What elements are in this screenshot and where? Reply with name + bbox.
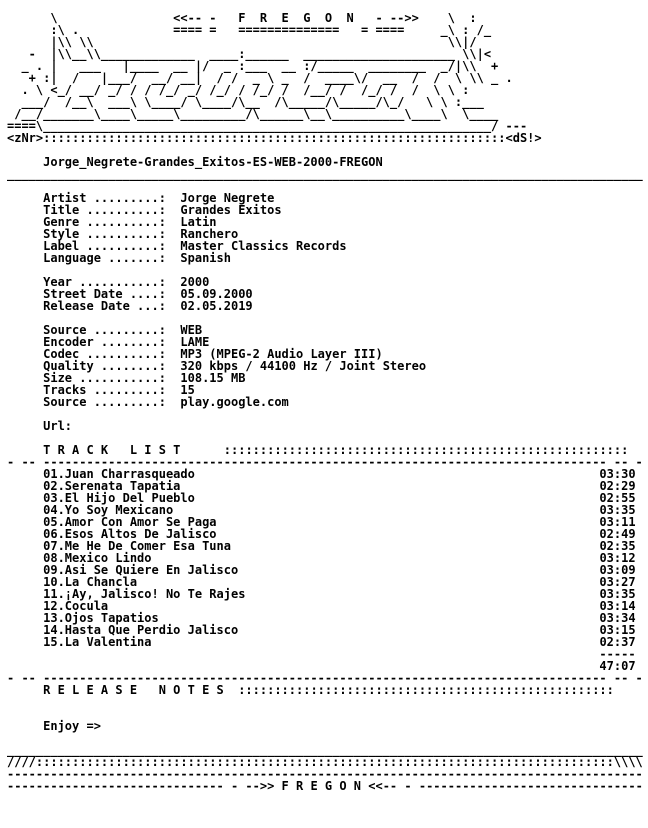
info-label: Street Date ....: (43, 287, 181, 301)
info-value: 15 (180, 383, 195, 397)
footer-line: ------------------------------ - -->> F R E G O N <<-- - ------------------------------- (7, 779, 643, 793)
info-value: Jorge Negrete (180, 191, 275, 205)
ascii-logo-line: \ <<-- - F R E G O N - -->> \ : (7, 11, 477, 25)
track-title: 03.El Hijo Del Pueblo (43, 491, 195, 505)
info-label: Codec ..........: (43, 347, 181, 361)
track-title: 09.Asi Se Quiere En Jalisco (43, 563, 239, 577)
info-label: Quality ........: (43, 359, 181, 373)
track-duration: 03:12 (599, 551, 636, 565)
track-duration: 03:15 (599, 623, 636, 637)
info-value: Master Classics Records (180, 239, 347, 253)
ascii-logo-line: . \ <_/ __/ _/ / / /_/ _/ /_/ / /_/ / /__/ / /_/ / / \ \ : (7, 83, 470, 97)
info-value: 05.09.2000 (180, 287, 253, 301)
info-label: Year ...........: (43, 275, 181, 289)
info-value: Latin (180, 215, 217, 229)
info-value: 320 kbps / 44100 Hz / Joint Stereo (180, 359, 427, 373)
track-title: 14.Hasta Que Perdio Jalisco (43, 623, 239, 637)
track-duration: 02:55 (599, 491, 636, 505)
track-title: 15.La Valentina (43, 635, 152, 649)
release-name: Jorge_Negrete-Grandes_Exitos-ES-WEB-2000-FREGON (43, 155, 383, 169)
track-title: 04.Yo Soy Mexicano (43, 503, 174, 517)
release-notes-text: Enjoy => (43, 719, 101, 733)
track-title: 02.Serenata Tapatia (43, 479, 181, 493)
ascii-logo-line (7, 132, 648, 144)
info-label: Tracks .........: (43, 383, 181, 397)
info-row (7, 252, 648, 264)
track-title: 13.Ojos Tapatios (43, 611, 159, 625)
info-row (7, 396, 648, 408)
info-label: Source .........: (43, 395, 181, 409)
info-value: Ranchero (180, 227, 239, 241)
info-value: LAME (180, 335, 210, 349)
ascii-logo-line: <zNr>::::::::::::::::::::::::::::::::::::::::::::::::::::::::::::::::<dS!> (7, 131, 542, 145)
info-label: Artist .........: (43, 191, 181, 205)
blank-line (7, 708, 648, 720)
info-value: 2000 (180, 275, 210, 289)
info-label: Style ..........: (43, 227, 181, 241)
track-duration: 03:34 (599, 611, 636, 625)
track-duration: 02:29 (599, 479, 636, 493)
release-notes-title: R E L E A S E N O T E S (43, 683, 224, 697)
section-header: R E L E A S E N O T E S :::::::::::::::::::::::::::::::::::::::::::::::::::: (43, 683, 614, 697)
info-label: Genre ..........: (43, 215, 181, 229)
track-duration: 03:27 (599, 575, 636, 589)
info-label: Encoder ........: (43, 335, 181, 349)
track-duration: 02:37 (599, 635, 636, 649)
notes-line (7, 720, 648, 732)
info-value: 02.05.2019 (180, 299, 253, 313)
ascii-logo-line: |\\ \\ \\|/ (7, 35, 477, 49)
info-label: Release Date ...: (43, 299, 181, 313)
blank-line (7, 408, 648, 420)
track-duration: 03:11 (599, 515, 636, 529)
info-row (7, 300, 648, 312)
info-value: 108.15 MB (180, 371, 246, 385)
divider-line: ________________________________________________________________________________________ (7, 167, 643, 181)
track-duration: 02:49 (599, 527, 636, 541)
info-label: Label ..........: (43, 239, 181, 253)
ascii-logo-line: - |\\__\\_____________ ____:______ _____________________ \\|< (7, 47, 492, 61)
total-separator: ----- (599, 647, 636, 661)
footer-border: ////::::::::::::::::::::::::::::::::::::::::::::::::::::::::::::::::::::::::::::::::\\\\ (7, 755, 643, 769)
track-duration: 03:35 (599, 503, 636, 517)
ascii-logo-line: ====\______________________________________________________________/ --- (7, 119, 528, 133)
track-title: 06.Esos Altos De Jalisco (43, 527, 217, 541)
track-title: 08.Mexico Lindo (43, 551, 152, 565)
tracklist-title: T R A C K L I S T (43, 443, 181, 457)
track-duration: 03:35 (599, 587, 636, 601)
section-rule: - -- ------------------------------------------------------------------------------ -- - (7, 455, 643, 469)
track-title: 12.Cocula (43, 599, 109, 613)
ascii-logo-line: /__/_______\____\_____\_________/\______\__\__________\____\ \____ (7, 107, 499, 121)
track-title: 01.Juan Charrasqueado (43, 467, 195, 481)
blank-line (7, 696, 648, 708)
track-duration: 02:35 (599, 539, 636, 553)
track-duration: 03:30 (599, 467, 636, 481)
info-label: Size ...........: (43, 371, 181, 385)
info-row (7, 420, 648, 432)
footer-rule: ________________________________________________________________________________________ (7, 743, 643, 757)
track-title: 07.Me He De Comer Esa Tuna (43, 539, 231, 553)
info-value: WEB (180, 323, 203, 337)
track-duration: 03:14 (599, 599, 636, 613)
ascii-logo-line: ___/ /__\ ___\ \____/ \____/\__ /\_____/\_____/\_/ \ \ :___ (7, 95, 484, 109)
track-duration: 03:09 (599, 563, 636, 577)
ascii-logo-line: _ . | ___ |____ __ |/ _ :___ __ :/_____ ________ _/|\\ + (7, 59, 499, 73)
footer-rule: ---------------------------------------------------------------------------------------- (7, 767, 643, 781)
ascii-logo-line: + :| / |___/ __/ __| / / _ \ _ / ____\/ __ / / \ \\ _ . (7, 71, 513, 85)
info-value: MP3 (MPEG-2 Audio Layer III) (180, 347, 383, 361)
info-label: Source .........: (43, 323, 181, 337)
info-value: Spanish (180, 251, 231, 265)
ascii-logo-line: :\ . ==== = ============== = ==== _\ : /_ (7, 23, 492, 37)
track-title: 10.La Chancla (43, 575, 138, 589)
section-header: T R A C K L I S T :::::::::::::::::::::::::::::::::::::::::::::::::::::::: (43, 443, 629, 457)
info-value: Grandes Exitos (180, 203, 282, 217)
info-label: Title ..........: (43, 203, 181, 217)
total-duration: 47:07 (599, 659, 636, 673)
section-rule: - -- ------------------------------------------------------------------------------ -- - (7, 671, 643, 685)
track-title: 11.¡Ay, Jalisco! No Te Rajes (43, 587, 246, 601)
track-title: 05.Amor Con Amor Se Paga (43, 515, 217, 529)
info-label: Url: (43, 419, 73, 433)
footer-label: - -->> F R E G O N <<-- - (230, 779, 412, 793)
info-value: play.google.com (180, 395, 289, 409)
info-label: Language .......: (43, 251, 181, 265)
